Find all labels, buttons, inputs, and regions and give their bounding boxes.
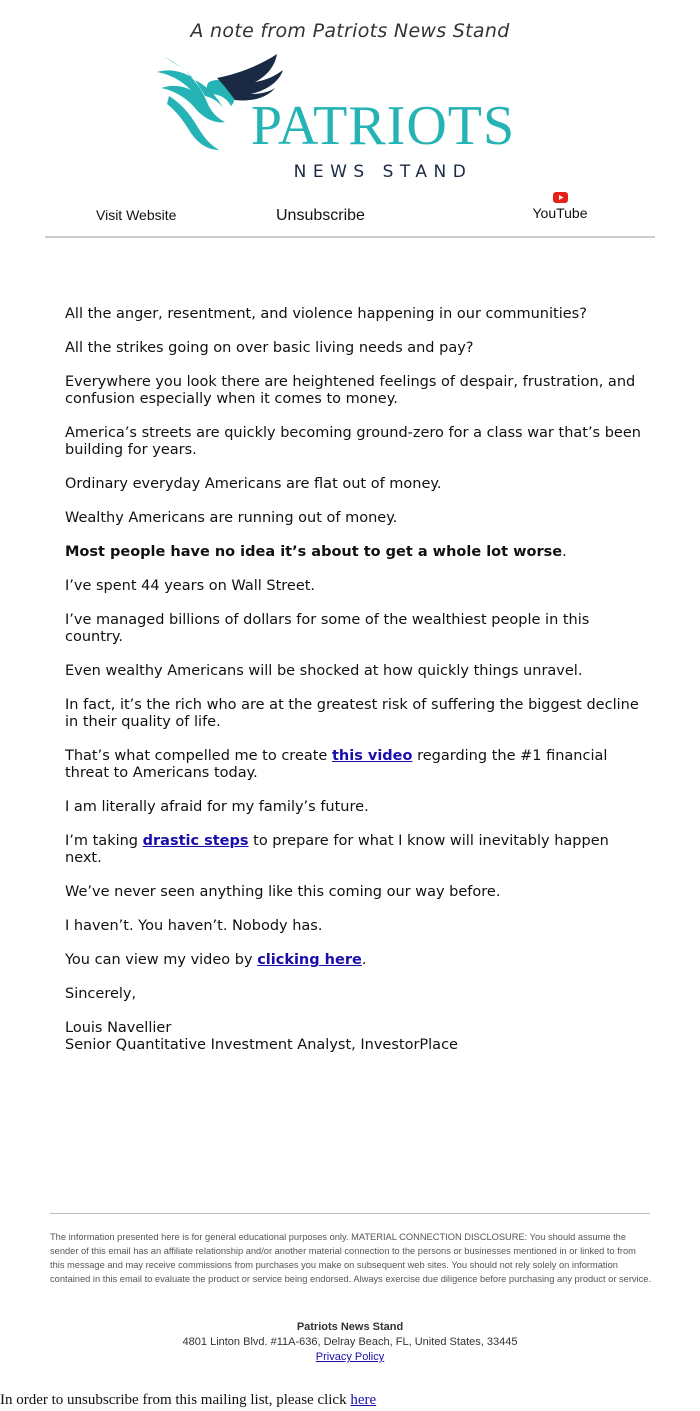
paragraph: America’s streets are quickly becoming ground-zero for a class war that’s been building for years. [65,425,641,458]
paragraph-with-link [65,952,645,969]
unsubscribe-here-link[interactable]: here [350,1392,377,1408]
paragraph: We’ve never seen anything like this coming our way before. [65,884,501,900]
paragraph: I haven’t. You haven’t. Nobody has. [65,918,323,934]
header-nav [45,188,655,238]
this-video-link[interactable]: this video [331,748,413,764]
visit-website-link[interactable]: Visit Website [96,207,177,223]
paragraph-with-link [65,748,645,782]
logo-wordmark: PATRIOTS [250,95,516,157]
text-segment: to prepare for what I know will inevitably happen next. [65,833,609,866]
paragraph: Ordinary everyday Americans are flat out of money. [65,476,442,492]
paragraph: Wealthy Americans are running out of money. [65,510,398,526]
text-segment: . [361,952,367,968]
paragraph: Everywhere you look there are heightened feelings of despair, frustration, and confusion especially when it comes to money. [65,374,636,407]
paragraph: I’ve spent 44 years on Wall Street. [65,578,316,594]
paragraph: Even wealthy Americans will be shocked at how quickly things unravel. [65,663,583,679]
drastic-steps-link[interactable]: drastic steps [142,833,249,849]
youtube-label: YouTube [532,205,588,221]
signature-title: Senior Quantitative Investment Analyst, InvestorPlace [65,1037,458,1053]
letter-body [65,306,645,1071]
footer-divider [50,1213,650,1214]
youtube-link[interactable] [530,192,590,223]
paragraph-emphasis [65,544,645,561]
company-address: 4801 Linton Blvd. #11A-636, Delray Beach, FL, United States, 33445 [182,1336,518,1348]
email-tagline: A note from Patriots News Stand [190,20,510,42]
signature [65,1020,645,1054]
text-segment: regarding the #1 financial threat to Americans today. [65,748,608,781]
company-name: Patriots News Stand [296,1321,404,1333]
paragraph: I’ve managed billions of dollars for some of the wealthiest people in this country. [65,612,590,645]
text-segment: That’s what compelled me to create [65,748,332,764]
logo-subtitle: NEWS STAND [293,162,473,182]
privacy-policy-link[interactable]: Privacy Policy [315,1351,385,1363]
bold-statement: Most people have no idea it’s about to get a whole lot worse [65,544,563,560]
signature-name: Louis Navellier [65,1020,172,1036]
paragraph: I am literally afraid for my family’s future. [65,799,369,815]
eagle-logo-icon [155,52,545,182]
paragraph-with-link [65,833,645,867]
unsubscribe-notice [0,1392,700,1409]
closing: Sincerely, [65,986,137,1002]
paragraph: All the anger, resentment, and violence happening in our communities? [65,306,587,322]
youtube-play-icon [553,192,568,203]
text-segment: I’m taking [65,833,143,849]
clicking-here-link[interactable]: clicking here [257,952,362,968]
paragraph: All the strikes going on over basic living needs and pay? [65,340,474,356]
patriots-news-stand-logo[interactable] [155,52,545,182]
disclaimer-text: The information presented here is for general educational purposes only. MATERIAL CONNECTION DISCLOSURE: You should assume the sender of this email has an affiliate relationship and/or another material connection to the persons or businesses mentioned in or linked to from this message and may receive commissions from purchases you make on subsequent web sites. You should not rely solely on information contained in this email to evaluate the product or service being endorsed. Always exercise due diligence before purchasing any product or service. [50,1232,652,1284]
unsubscribe-nav-link[interactable]: Unsubscribe [276,207,365,224]
text-segment: You can view my video by [65,952,258,968]
company-info [0,1320,700,1365]
unsubscribe-text: In order to unsubscribe from this mailing list, please click [0,1392,351,1408]
paragraph: In fact, it’s the rich who are at the greatest risk of suffering the biggest decline in their quality of life. [65,697,639,730]
period: . [562,544,567,560]
